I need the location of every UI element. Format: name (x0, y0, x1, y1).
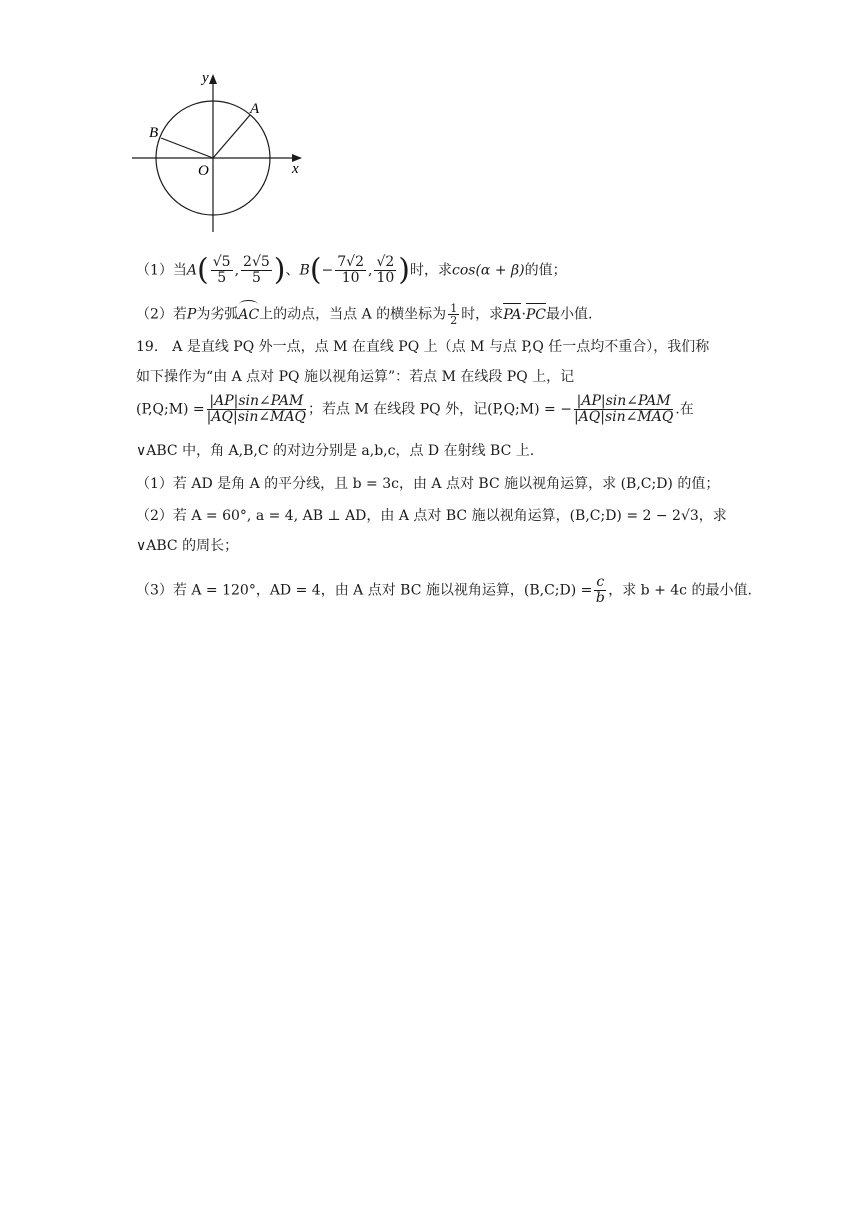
q18-part1-number: （1） (136, 262, 173, 279)
view-op-den2: |AQ|sin∠MAQ (573, 409, 674, 425)
q18-part1-end: 的值； (524, 262, 567, 279)
half-fraction (448, 303, 459, 326)
paren: ) (398, 252, 411, 288)
q19-line3-mid: ；若点 M 在线段 PQ 外，记 (308, 401, 488, 418)
q19-part2: （2）若 A = 60°, a = 4, AB ⊥ AD，由 A 点对 BC 施以视角运算，(B,C;D) = 2 − 2√3，求 (136, 508, 727, 524)
q18-part2-text3: 时，求 (461, 306, 504, 323)
view-op-fraction (207, 394, 306, 425)
a-y-num: 2√5 (243, 254, 270, 270)
q19-line3-end: .在 (675, 401, 694, 418)
q18-part2: （2）若P为劣弧AC上的动点，当点 A 的横坐标为 $\frac{1}{2}$ 时，求PA·PC最小值. (136, 302, 593, 327)
view-op-den: |AQ|sin∠MAQ (206, 409, 307, 425)
point-p: P (186, 306, 197, 323)
view-op-num: |AP|sin∠PAM (207, 394, 306, 410)
arc-ac: AC (238, 306, 260, 323)
ray-oa (213, 115, 250, 158)
q18-part2-end: 最小值. (546, 306, 593, 323)
q19-line4: ∨ABC 中，角 A,B,C 的对边分别是 a,b,c，点 D 在射线 BC 上. (136, 443, 535, 459)
q19-line2: 如下操作为“由 A 点对 PQ 施以视角运算”：若点 M 在线段 PQ 上，记 (136, 369, 575, 385)
paren: ( (197, 252, 209, 288)
a-x-fraction (211, 255, 233, 286)
x-axis-label: x (292, 161, 299, 177)
c-over-b-fraction (594, 575, 606, 606)
a-y-fraction (241, 255, 272, 286)
sep: 、 (285, 262, 300, 279)
view-op-num2: |AP|sin∠PAM (574, 394, 673, 410)
paren: ) (273, 252, 286, 288)
view-op-fraction2 (574, 394, 673, 425)
q18-part2-text2: 上的动点，当点 A 的横坐标为 (259, 306, 447, 323)
b-x-den: 10 (341, 270, 360, 286)
y-axis-arrow (209, 74, 217, 84)
c-over-b-num: c (596, 574, 605, 590)
half-num: 1 (450, 302, 458, 315)
a-y-den: 5 (251, 270, 261, 286)
q19-part3-end: ，求 b + 4c 的最小值. (608, 582, 752, 599)
q18-part1-text: 当 (172, 262, 187, 279)
b-x-fraction (335, 255, 366, 286)
b-y-den: 10 (376, 270, 395, 286)
q18-part2-number: （2）若 (136, 306, 187, 323)
point-a: A (186, 262, 198, 279)
a-x-den: 5 (217, 270, 227, 286)
q18-part1-tail: 时，求 (410, 262, 453, 279)
c-over-b-den: b (595, 590, 605, 606)
ray-ob (161, 138, 213, 158)
q18-part2-text: 为劣弧 (196, 306, 239, 323)
q19-part3-text: （3）若 A = 120°，AD = 4，由 A 点对 BC 施以视角运算，(B,C;D) = (136, 582, 593, 599)
q19-line3 (136, 394, 694, 425)
cos-expression: cos(α + β) (452, 262, 525, 279)
q19-line1: 19. A 是直线 PQ 外一点，点 M 在直线 PQ 上（点 M 与点 P,Q 任一点均不重合），我们称 (136, 339, 710, 355)
point-a-label: A (250, 101, 260, 117)
b-y-fraction (374, 255, 396, 286)
q19-part3 (136, 575, 752, 606)
b-x-num: 7√2 (337, 254, 365, 270)
b-y-num: √2 (376, 254, 395, 270)
origin-label: O (198, 163, 209, 179)
y-axis-label: y (202, 70, 209, 86)
view-op-lhs2: (P,Q;M) = − (487, 401, 572, 418)
unit-circle-figure (128, 68, 318, 238)
vector-pc: PC (525, 306, 547, 323)
vector-pa: PA (503, 306, 522, 323)
point-b: B (299, 262, 310, 279)
half-den: 2 (450, 314, 458, 327)
paren: ( (309, 252, 322, 288)
a-x-num: √5 (212, 254, 231, 270)
point-b-label: B (149, 125, 159, 141)
view-op-lhs: (P,Q;M) = (136, 401, 205, 418)
q19-part1: （1）若 AD 是角 A 的平分线，且 b = 3c，由 A 点对 BC 施以视角运算，求 (B,C;D) 的值； (136, 476, 720, 492)
q18-part1: （1）当A( $\frac{√5}{5}$ , $\frac{2√5}{5}$ )、B(− $\frac{7√2}{10}$ , $\frac{√2}{10}$ )时，求cos(α + β)的值； (136, 252, 567, 288)
q19-part2-cont: ∨ABC 的周长； (136, 538, 239, 554)
